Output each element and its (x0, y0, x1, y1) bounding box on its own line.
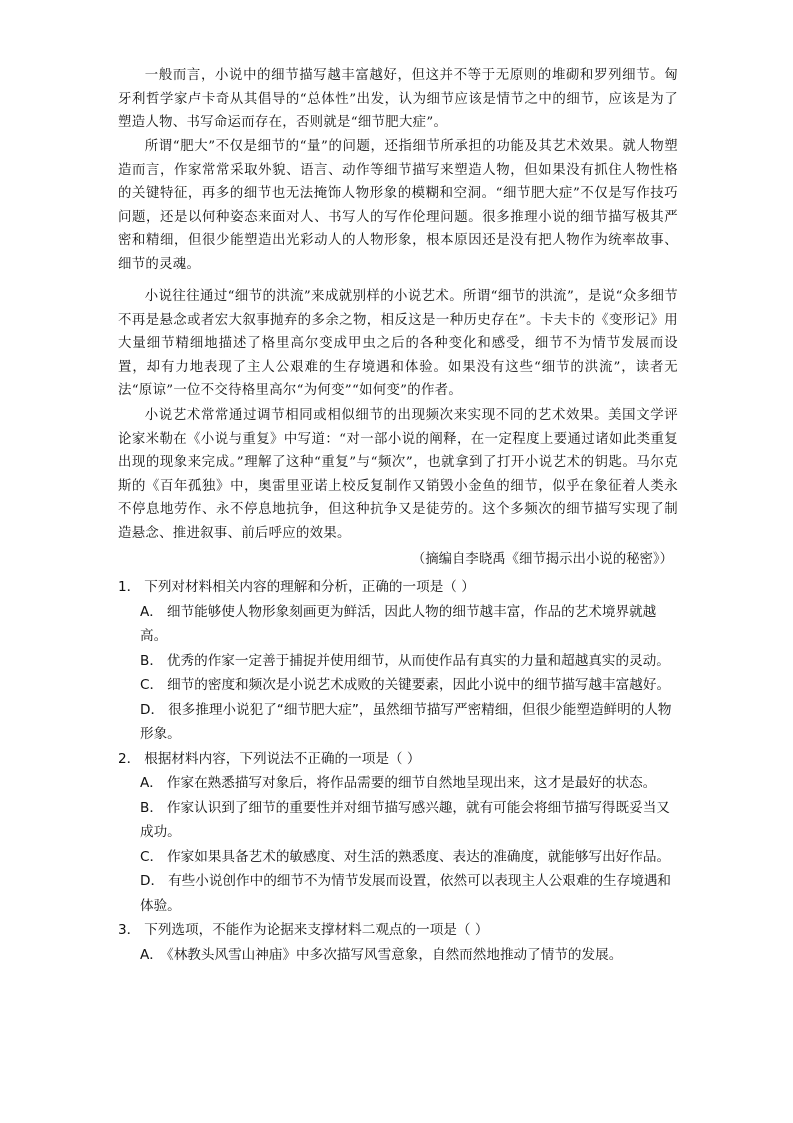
question-number: 3． (118, 922, 141, 938)
passage-paragraph (118, 404, 678, 546)
paragraph-text: 所谓“肥大”不仅是细节的“量”的问题，还指细节所承担的功能及其艺术效果。就人物塑造而言，作家常常采取外貌、语言、动作等细节描写来塑造人物，但如果没有抓住人物性格的关键特征，再多的细节也无法掩饰人物形象的模糊和空洞。“细节肥大症”不仅是写作技巧问题，还是以何种姿态来面对人、书写人的写作伦理问题。很多推理小说的细节描写极其严密和精细，但很少能塑造出光彩动人的人物形象，根本原因还是没有把人物作为统率故事、细节的灵魂。 (118, 139, 678, 272)
option-letter: B． (140, 652, 163, 669)
question-text: 下列选项，不能作为论据来支撑材料二观点的一项是（ ） (144, 922, 489, 938)
question-stem (118, 918, 678, 943)
option-text: 作家如果具备艺术的敏感度、对生活的熟悉度、表达的准确度，就能够写出好作品。 (167, 848, 671, 865)
question-stem (118, 575, 678, 600)
option-d (140, 869, 678, 918)
paragraph-text: 小说艺术常常通过调节相同或相似细节的出现频次来实现不同的艺术效果。美国文学评论家米勒在《小说与重复》中写道：“对一部小说的阐释，在一定程度上要通过诸如此类重复出现的现象来完成。”理解了这种“重复”与“频次”，也就拿到了打开小说艺术的钥匙。马尔克斯的《百年孤独》中，奥雷里亚诺上校反复制作又销毁小金鱼的细节，似乎在象征着人类永不停息地劳作、永不停息地抗争，但这种抗争又是徒劳的。这个多频次的细节描写实现了制造悬念、推进叙事、前后呼应的效果。 (118, 408, 678, 541)
option-letter: A． (140, 603, 163, 620)
question-3 (118, 918, 678, 967)
option-letter: A． (140, 946, 163, 963)
passage-paragraph (118, 135, 678, 277)
option-a (140, 943, 678, 968)
option-text: 很多推理小说犯了“细节肥大症”，虽然细节描写严密精细，但很少能塑造鲜明的人物形象。 (140, 701, 672, 742)
option-b (140, 649, 678, 674)
option-c (140, 673, 678, 698)
option-a (140, 771, 678, 796)
paragraph-text: 一般而言，小说中的细节描写越丰富越好，但这并不等于无原则的堆砌和罗列细节。匈牙利哲学家卢卡奇从其倡导的“总体性”出发，认为细节应该是情节之中的细节，应该是为了塑造人物、书写命运而存在，否则就是“细节肥大症”。 (118, 68, 678, 131)
passage-paragraph (118, 285, 678, 403)
option-letter: C． (140, 848, 164, 865)
option-text: 有些小说创作中的细节不为情节发展而设置，依然可以表现主人公艰难的生存境遇和体验。 (140, 873, 672, 914)
option-letter: D． (140, 701, 165, 718)
option-text: 优秀的作家一定善于捕捉并使用细节，从而使作品有真实的力量和超越真实的灵动。 (166, 652, 670, 669)
question-list (118, 575, 678, 967)
question-number: 2． (118, 750, 141, 767)
question-stem (118, 747, 678, 772)
option-text: 作家认识到了细节的重要性并对细节描写感兴趣，就有可能会将细节描写得既妥当又成功。 (140, 799, 670, 840)
question-text: 根据材料内容，下列说法不正确的一项是（ ） (144, 750, 421, 767)
paragraph-text: 小说往往通过“细节的洪流”来成就别样的小说艺术。所谓“细节的洪流”，是说“众多细节不再是悬念或者宏大叙事抛弃的多余之物，相反这是一种历史存在”。卡夫卡的《变形记》用大量细节精细地描述了格里高尔变成甲虫之后的各种变化和感受，细节不为情节发展而设置，却有力地表现了主人公艰难的生存境遇和体验。如果没有这些“细节的洪流”，读者无法“原谅”一位不交待格里高尔“为何变”“如何变”的作者。 (118, 289, 678, 399)
option-a (140, 600, 678, 649)
option-b (140, 796, 678, 845)
option-letter: C． (140, 677, 164, 693)
source-citation: （摘编自李晓禹《细节揭示出小说的秘密》） (411, 552, 673, 567)
option-letter: B． (140, 799, 163, 816)
option-d (140, 698, 678, 747)
option-text: 细节能够使人物形象刻画更为鲜活，因此人物的细节越丰富，作品的艺术境界就越高。 (140, 603, 657, 644)
option-letter: D． (140, 873, 165, 889)
passage-paragraph (118, 64, 678, 135)
question-text: 下列对材料相关内容的理解和分析，正确的一项是（ ） (144, 579, 475, 595)
question-number: 1． (118, 579, 141, 595)
option-text: 细节的密度和频次是小说艺术成败的关键要素，因此小说中的细节描写越丰富越好。 (167, 677, 671, 693)
question-2 (118, 747, 678, 919)
option-letter: A． (140, 775, 163, 791)
option-c (140, 845, 678, 870)
question-1 (118, 575, 678, 747)
option-text: 作家在熟悉描写对象后，将作品需要的细节自然地呈现出来，这才是最好的状态。 (166, 775, 657, 791)
option-text: 《林教头风雪山神庙》中多次描写风雪意象，自然而然地推动了情节的发展。 (166, 946, 623, 963)
